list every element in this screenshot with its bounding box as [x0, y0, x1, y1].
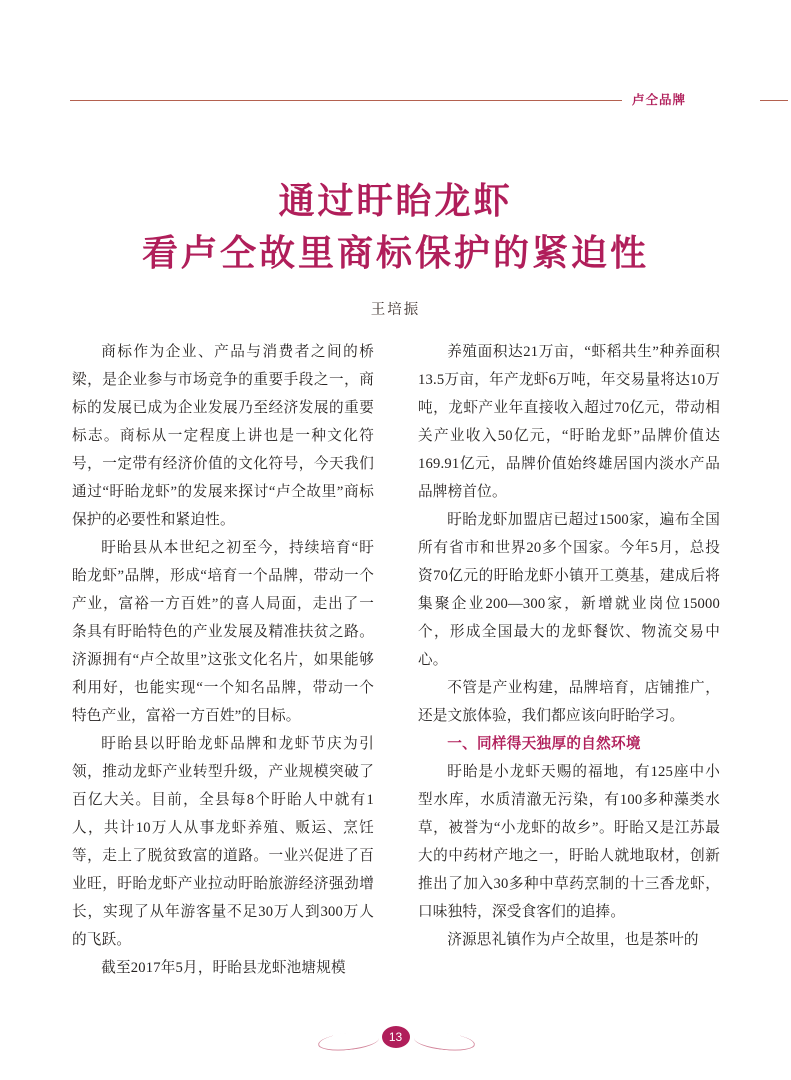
article-title-block	[0, 178, 791, 319]
column-left	[72, 338, 374, 982]
header-rule-left	[70, 100, 622, 101]
page-footer	[0, 1016, 791, 1056]
paragraph: 商标作为企业、产品与消费者之间的桥梁，是企业参与市场竞争的重要手段之一，商标的发展已成为企业发展乃至经济发展的重要标志。商标从一定程度上讲也是一种文化符号，一定带有经济价值的文化符号，今天我们通过“盱眙龙虾”的发展来探讨“卢仝故里”商标保护的必要性和紧迫性。	[72, 344, 374, 529]
section-subheading: 一、同样得天独厚的自然环境	[447, 736, 641, 753]
article-title-line-2: 看卢仝故里商标保护的紧迫性	[141, 233, 649, 274]
paragraph: 盱眙龙虾加盟店已超过1500家，遍布全国所有省市和世界20多个国家。今年5月，总投资70亿元的盱眙龙虾小镇开工奠基，建成后将集聚企业200—300家，新增就业岗位15000个，形成全国最大的龙虾餐饮、物流交易中心。	[418, 512, 720, 669]
paragraph: 养殖面积达21万亩，“虾稻共生”种养面积13.5万亩，年产龙虾6万吨，年交易量将达10万吨，龙虾产业年直接收入超过70亿元，带动相关产业收入50亿元，“盱眙龙虾”品牌价值达169.91亿元，品牌价值始终雄居国内淡水产品品牌榜首位。	[418, 344, 720, 501]
running-header	[70, 88, 759, 114]
paragraph: 济源思礼镇作为卢仝故里，也是茶叶的	[447, 932, 699, 949]
paragraph: 截至2017年5月，盱眙县龙虾池塘规模	[101, 960, 346, 977]
running-header-title: 卢仝品牌	[632, 93, 687, 107]
article-title-line-1: 通过盱眙龙虾	[278, 181, 513, 221]
paragraph: 盱眙县从本世纪之初至今，持续培育“盱眙龙虾”品牌，形成“培育一个品牌，带动一个产业，富裕一方百姓”的喜人局面，走出了一条具有盱眙特色的产业发展及精准扶贫之路。济源拥有“卢仝故里”这张文化名片，如果能够利用好，也能实现“一个知名品牌，带动一个特色产业，富裕一方百姓”的目标。	[72, 540, 374, 725]
footer-flourish-left-icon	[317, 1030, 379, 1053]
paragraph: 不管是产业构建，品牌培育，店铺推广，还是文旅体验，我们都应该向盱眙学习。	[418, 680, 720, 725]
header-rule-right	[760, 100, 788, 101]
article-author: 王培振	[370, 302, 421, 319]
footer-flourish-right-icon	[413, 1030, 475, 1053]
column-right	[418, 338, 720, 982]
paragraph: 盱眙是小龙虾天赐的福地，有125座中小型水库，水质清澈无污染，有100多种藻类水草，被誉为“小龙虾的故乡”。盱眙又是江苏最大的中药材产地之一，盱眙人就地取材，创新推出了加入30多种中草药烹制的十三香龙虾，口味独特，深受食客们的追捧。	[418, 764, 720, 921]
page-number: 13	[382, 1026, 410, 1048]
paragraph: 盱眙县以盱眙龙虾品牌和龙虾节庆为引领，推动龙虾产业转型升级，产业规模突破了百亿大关。目前，全县每8个盱眙人中就有1人，共计10万人从事龙虾养殖、贩运、烹饪等，走上了脱贫致富的道路。一业兴促进了百业旺，盱眙龙虾产业拉动盱眙旅游经济强劲增长，实现了从年游客量不足30万人到300万人的飞跃。	[72, 736, 374, 949]
article-body	[72, 338, 720, 982]
